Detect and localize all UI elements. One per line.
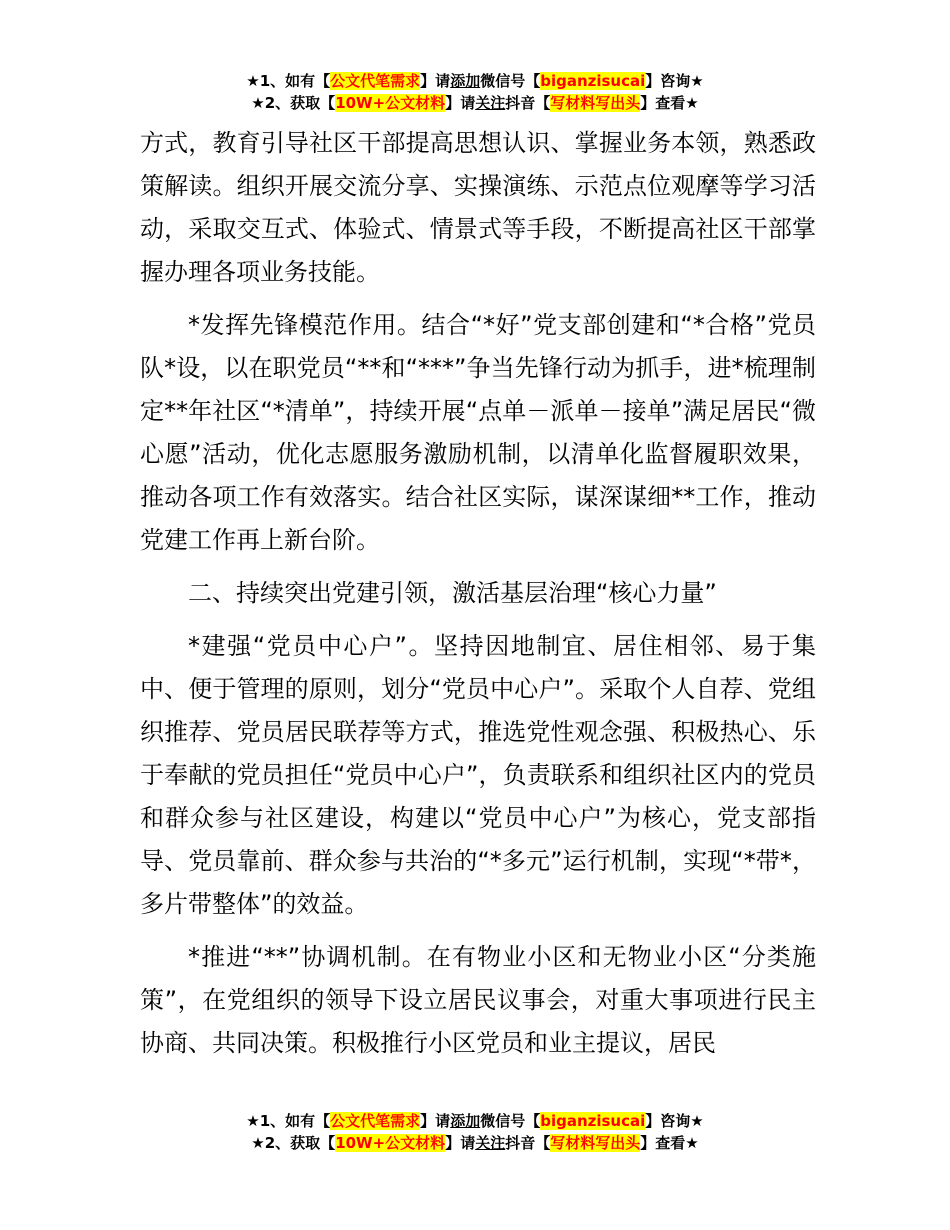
paragraph: 方式，教育引导社区干部提高思想认识、掌握业务本领，熟悉政策解读。组织开展交流分享、实操演练、示范点位观摩等学习活动，采取交互式、体验式、情景式等手段，不断提高社区干部掌握办理各项业务技能。 xyxy=(140,129,816,286)
banner-highlight: 写材料写出头 xyxy=(550,94,641,112)
header-banner xyxy=(0,70,950,114)
banner-highlight: 公文代笔需求 xyxy=(330,1112,421,1130)
banner-text: ★1、如有【 xyxy=(246,1112,331,1130)
banner-line-2 xyxy=(0,1132,950,1154)
banner-highlight: biganzisucai xyxy=(540,1112,646,1130)
banner-underline: 关注 xyxy=(475,94,506,112)
banner-underline: 添加 xyxy=(450,1112,481,1130)
banner-text: 微信号【 xyxy=(480,72,541,90)
footer-banner xyxy=(0,1110,950,1154)
banner-highlight: 公文代笔需求 xyxy=(330,72,421,90)
banner-text: 微信号【 xyxy=(480,1112,541,1130)
banner-text: 抖音【 xyxy=(505,1134,551,1152)
banner-highlight: biganzisucai xyxy=(540,72,646,90)
section-heading: 二、持续突出党建引领，激活基层治理“核心力量” xyxy=(188,579,717,607)
banner-underline: 关注 xyxy=(475,1134,506,1152)
document-body xyxy=(140,122,816,1075)
banner-text: 】请 xyxy=(445,94,476,112)
banner-text: ★2、获取【 xyxy=(251,94,336,112)
banner-text: 抖音【 xyxy=(505,94,551,112)
paragraph: *建强“党员中心户”。坚持因地制宜、居住相邻、易于集中、便于管理的原则，划分“党员中心户”。采取个人自荐、党组织推荐、党员居民联荐等方式，推选党性观念强、积极热心、乐于奉献的党员担任“党员中心户”，负责联系和组织社区内的党员和群众参与社区建设，构建以“党员中心户”为核心，党支部指导、党员靠前、群众参与共治的“*多元”运行机制，实现“*带*，多片带整体”的效益。 xyxy=(140,632,816,918)
banner-underline: 添加 xyxy=(450,72,481,90)
banner-highlight: 10W+公文材料 xyxy=(335,1134,446,1152)
banner-text: ★2、获取【 xyxy=(251,1134,336,1152)
banner-line-1 xyxy=(0,70,950,92)
banner-text: 】请 xyxy=(420,72,451,90)
banner-line-1 xyxy=(0,1110,950,1132)
banner-text: 】查看★ xyxy=(640,1134,699,1152)
banner-text: 】咨询★ xyxy=(645,1112,704,1130)
banner-text: 】查看★ xyxy=(640,94,699,112)
banner-highlight: 10W+公文材料 xyxy=(335,94,446,112)
banner-text: 】请 xyxy=(445,1134,476,1152)
banner-line-2 xyxy=(0,92,950,114)
paragraph: *发挥先锋模范作用。结合“*好”党支部创建和“*合格”党员队*设，以在职党员“**和“***”争当先锋行动为抓手，进*梳理制定**年社区“*清单”，持续开展“点单－派单－接单”满足居民“微心愿”活动，优化志愿服务激励机制，以清单化监督履职效果，推动各项工作有效落实。结合社区实际，谋深谋细**工作，推动党建工作再上新台阶。 xyxy=(140,311,816,554)
paragraph: *推进“**”协调机制。在有物业小区和无物业小区“分类施策”，在党组织的领导下设立居民议事会，对重大事项进行民主协商、共同决策。积极推行小区党员和业主提议，居民 xyxy=(140,943,816,1057)
banner-text: 】咨询★ xyxy=(645,72,704,90)
banner-text: ★1、如有【 xyxy=(246,72,331,90)
banner-highlight: 写材料写出头 xyxy=(550,1134,641,1152)
banner-text: 】请 xyxy=(420,1112,451,1130)
